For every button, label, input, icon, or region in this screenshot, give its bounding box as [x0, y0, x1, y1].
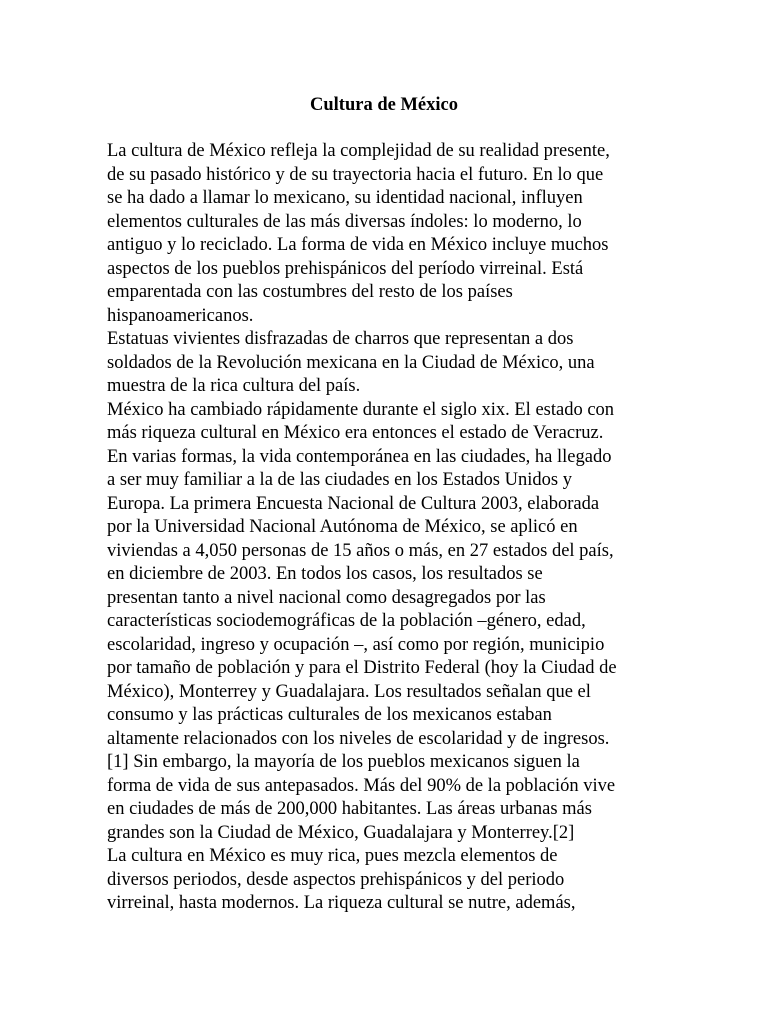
text-line: presentan tanto a nivel nacional como desagregados por las [107, 587, 546, 608]
text-line: por tamaño de población y para el Distrito Federal (hoy la Ciudad de [107, 658, 617, 678]
text-line: muestra de la rica cultura del país. [107, 376, 361, 396]
text-line: En varias formas, la vida contemporánea en las ciudades, ha llegado [107, 446, 612, 467]
text-line: se ha dado a llamar lo mexicano, su identidad nacional, influyen [107, 188, 583, 208]
text-line: México ha cambiado rápidamente durante el siglo xix. El estado con [107, 399, 615, 420]
text-line: consumo y las prácticas culturales de los mexicanos estaban [107, 705, 552, 725]
text-line: a ser muy familiar a la de las ciudades en los Estados Unidos y [107, 470, 572, 490]
text-line: por la Universidad Nacional Autónoma de México, se aplicó en [107, 517, 578, 537]
text-line: aspectos de los pueblos prehispánicos del período virreinal. Está [107, 258, 584, 279]
text-line: viviendas a 4,050 personas de 15 años o más, en 27 estados del país, [107, 540, 614, 561]
text-line: forma de vida de sus antepasados. Más del 90% de la población vive [107, 775, 616, 796]
text-line: escolaridad, ingreso y ocupación –, así como por región, municipio [107, 634, 605, 655]
text-line: en ciudades de más de 200,000 habitantes. Las áreas urbanas más [107, 799, 592, 819]
text-line: emparentada con las costumbres del resto de los países [107, 282, 513, 302]
text-line: grandes son la Ciudad de México, Guadalajara y Monterrey.[2] [107, 822, 575, 843]
text-line: virreinal, hasta modernos. La riqueza cultural se nutre, además, [107, 893, 576, 913]
text-line: hispanoamericanos. [107, 305, 254, 326]
text-line: elementos culturales de las más diversas índoles: lo moderno, lo [107, 211, 582, 232]
text-line: más riqueza cultural en México era entonces el estado de Veracruz. [107, 423, 604, 443]
text-line: Estatuas vivientes disfrazadas de charros que representan a dos [107, 329, 574, 349]
text-line: [1] Sin embargo, la mayoría de los pueblos mexicanos siguen la [107, 752, 580, 772]
text-line: altamente relacionados con los niveles de escolaridad y de ingresos. [107, 728, 610, 749]
text-line: soldados de la Revolución mexicana en la Ciudad de México, una [107, 352, 595, 373]
document-body [107, 140, 667, 916]
text-line: de su pasado histórico y de su trayectoria hacia el futuro. En lo que [107, 164, 604, 185]
text-line: Europa. La primera Encuesta Nacional de Cultura 2003, elaborada [107, 493, 600, 514]
text-line: características sociodemográficas de la población –género, edad, [107, 611, 586, 631]
text-line: La cultura de México refleja la complejidad de su realidad presente, [107, 141, 610, 161]
document-title: Cultura de México [310, 95, 458, 115]
text-line: en diciembre de 2003. En todos los casos, los resultados se [107, 564, 543, 584]
text-line: diversos periodos, desde aspectos prehispánicos y del periodo [107, 869, 565, 890]
text-line: México), Monterrey y Guadalajara. Los resultados señalan que el [107, 681, 591, 702]
text-line: antiguo y lo reciclado. La forma de vida en México incluye muchos [107, 235, 609, 255]
text-line: La cultura en México es muy rica, pues mezcla elementos de [107, 846, 558, 866]
